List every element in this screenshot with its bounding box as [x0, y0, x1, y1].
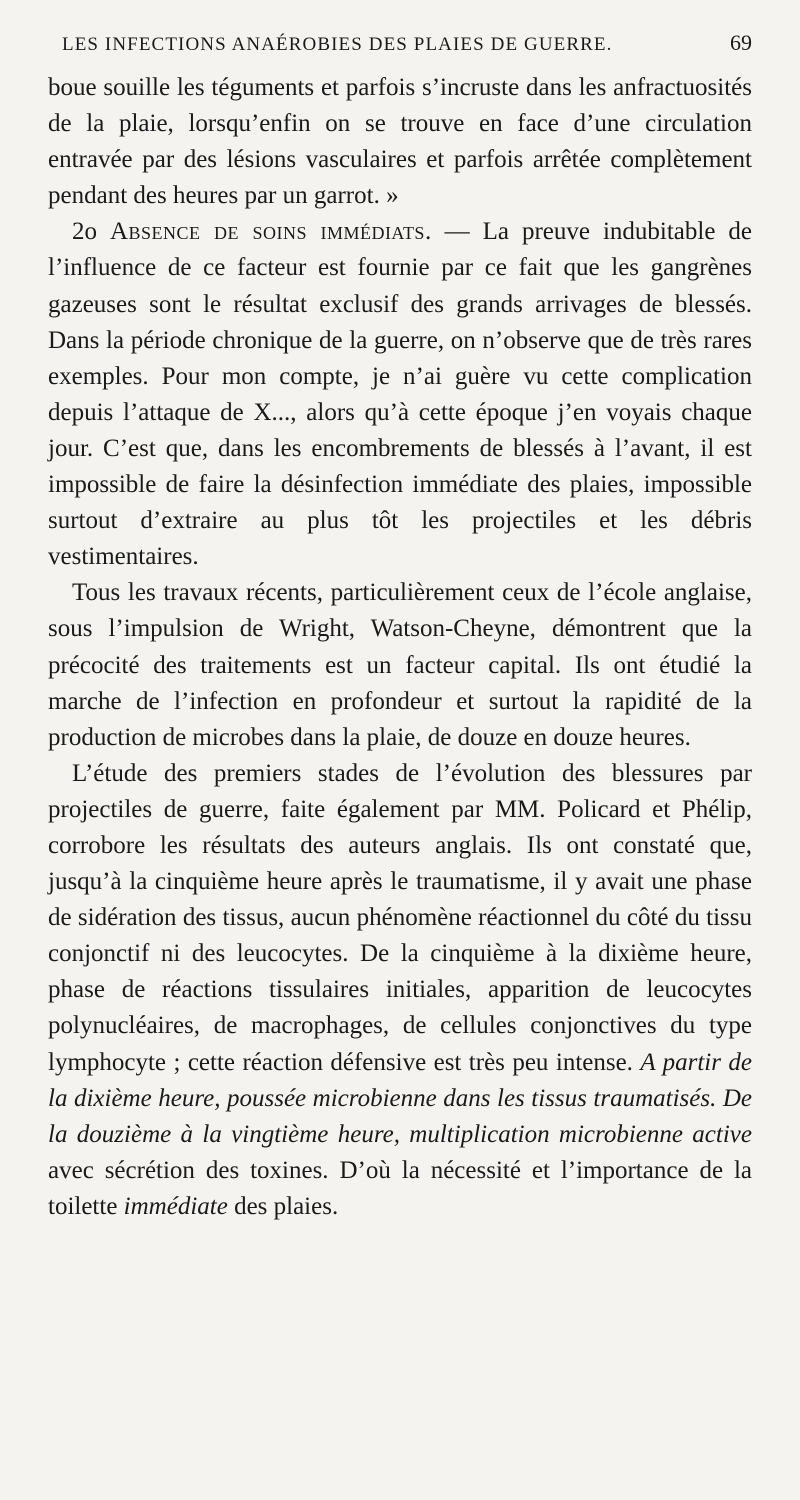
paragraph-3-text: Tous les travaux récents, particulièrement ceux de l’école anglaise, sous l’impulsion de Wright, Watson-Cheyne, démontrent que la précocité des traitements est un facteur capital. Ils ont étudié la marche de l’infection en profondeur et surtout la rapidité de la production de microbes dans la plaie, de douze en douze heures. [48, 579, 752, 751]
paragraph-absence-de-soins [48, 214, 752, 575]
paragraph-4-text-1: L’étude des premiers stades de l’évolution des blessures par projectiles de guerre, faite également par MM. Policard et Phélip, corrobore les résultats des auteurs anglais. Ils ont constaté que, jusqu’à la cinquième heure après le traumatisme, il y avait une phase de sidération des tissus, aucun phénomène réactionnel du côté du tissu conjonctif ni des leucocytes. De la cinquième à la dixième heure, phase de réactions tissulaires initiales, apparition de leucocytes polynucléaires, de macrophages, de cellules conjonctives du type lymphocyte ; cette réaction défensive est très peu intense. [48, 759, 752, 1076]
paragraph-travaux-recents [48, 575, 752, 755]
paragraph-continuation [48, 70, 752, 214]
paragraph-4-text-3: des plaies. [227, 1192, 339, 1220]
paragraph-2-text: — La preuve indubitable de l’influence de ce facteur est fournie par ce fait que les gangrènes gazeuses sont le résultat exclusif des grands arrivages de blessés. Dans la période chronique de la guerre, on n’observe que de très rares exemples. Pour mon compte, je n’ai guère vu cette complication depuis l’attaque de X..., alors qu’à cette époque j’en voyais chaque jour. C’est que, dans les encombrements de blessés à l’avant, il est impossible de faire la désinfection immédiate des plaies, impossible surtout d’extraire au plus tôt les projectiles et les débris vestimentaires. [48, 218, 752, 571]
section-heading: Absence de soins immédiats. [109, 218, 432, 246]
paragraph-1-text: boue souille les téguments et parfois s’incruste dans les anfractuosités de la plaie, lorsqu’enfin on se trouve en face d’une circulation entravée par des lésions vasculaires et parfois arrêtée complètement pendant des heures par un garrot. » [48, 74, 752, 210]
paragraph-4-italic-1: A partir de la dixième heure, poussée microbienne dans les tissus traumatisés. De la douzième à la vingtième heure, multiplication microbienne active [48, 1048, 753, 1148]
page-number: 69 [730, 30, 752, 55]
paragraph-etude-premiers-stades [48, 756, 752, 1225]
paragraph-4-italic-2: immédiate [123, 1192, 228, 1220]
body-text [48, 70, 752, 1225]
paragraph-4-text-2: avec sécrétion des toxines. D’où la nécessité et l’importance de la toilette [48, 1156, 752, 1220]
running-title: LES INFECTIONS ANAÉROBIES DES PLAIES DE GUERRE. [62, 34, 613, 55]
section-number: 2o [72, 218, 97, 246]
running-header [48, 30, 752, 70]
